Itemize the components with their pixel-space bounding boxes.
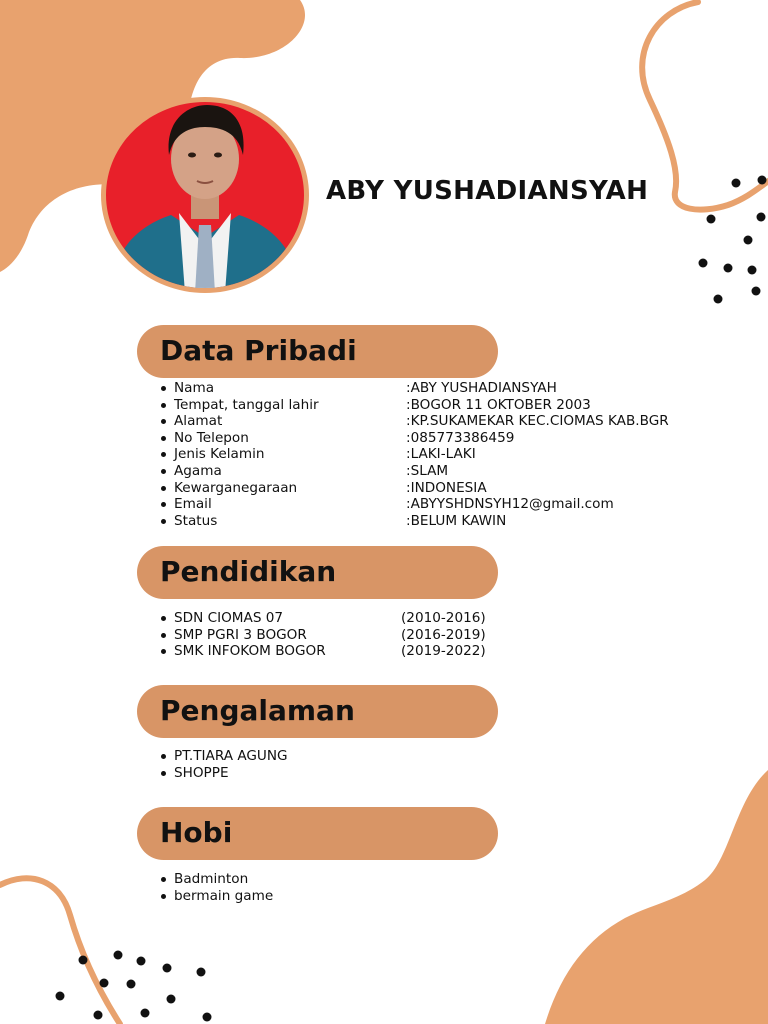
list-item: [160, 480, 669, 497]
field-label: Alamat: [174, 413, 223, 430]
list-item: [160, 446, 669, 463]
field-value: :SLAM: [406, 462, 449, 479]
field-value: :BELUM KAWIN: [406, 512, 507, 529]
field-label: Jenis Kelamin: [174, 446, 265, 463]
bottom-left-dots: [56, 951, 212, 1022]
field-label: Status: [174, 512, 218, 529]
list-item: [160, 643, 486, 660]
list-item: Badminton: [160, 871, 273, 888]
field-value: :085773386459: [406, 429, 515, 446]
profile-photo: [101, 97, 309, 293]
list-item: bermain game: [160, 888, 273, 905]
field-value: :INDONESIA: [406, 479, 487, 496]
bottom-left-squiggle: [0, 878, 120, 1024]
experience-list: [160, 748, 288, 781]
field-label: Nama: [174, 380, 215, 396]
school-years: (2010-2016): [401, 610, 486, 626]
field-value: :ABY YUSHADIANSYAH: [406, 380, 557, 396]
person-name: ABY YUSHADIANSYAH: [326, 176, 649, 206]
education-list: [160, 610, 486, 660]
list-item: [160, 610, 486, 627]
list-item: [160, 463, 669, 480]
section-title: Pendidikan: [160, 555, 337, 588]
hobbies-list: [160, 871, 273, 904]
section-header-personal: [137, 325, 498, 378]
school-name: SMP PGRI 3 BOGOR: [174, 626, 307, 643]
field-value: :LAKI-LAKI: [406, 446, 476, 463]
field-value: :BOGOR 11 OKTOBER 2003: [406, 396, 591, 413]
school-years: (2019-2022): [401, 643, 486, 660]
school-name: SMK INFOKOM BOGOR: [174, 643, 326, 660]
field-label: Kewarganegaraan: [174, 479, 298, 496]
list-item: [160, 397, 669, 414]
list-item: SHOPPE: [160, 765, 288, 782]
section-title: Data Pribadi: [160, 334, 357, 367]
field-label: Tempat, tanggal lahir: [174, 396, 319, 413]
list-item: [160, 413, 669, 430]
section-title: Hobi: [160, 816, 233, 849]
list-item: [160, 430, 669, 447]
section-header-education: [137, 546, 498, 599]
section-header-experience: [137, 685, 498, 738]
field-label: No Telepon: [174, 429, 249, 446]
list-item: [160, 380, 669, 397]
field-value: :KP.SUKAMEKAR KEC.CIOMAS KAB.BGR: [406, 413, 669, 430]
list-item: PT.TIARA AGUNG: [160, 748, 288, 765]
field-label: Email: [174, 496, 212, 513]
field-value: :ABYYSHDNSYH12@gmail.com: [406, 496, 614, 513]
section-header-hobbies: [137, 807, 498, 860]
personal-data-list: [160, 380, 669, 529]
bottom-right-blob: [545, 770, 768, 1024]
school-name: SDN CIOMAS 07: [174, 610, 284, 626]
list-item: [160, 627, 486, 644]
section-title: Pengalaman: [160, 694, 355, 727]
list-item: [160, 513, 669, 530]
list-item: [160, 496, 669, 513]
field-label: Agama: [174, 462, 222, 479]
school-years: (2016-2019): [401, 626, 486, 643]
